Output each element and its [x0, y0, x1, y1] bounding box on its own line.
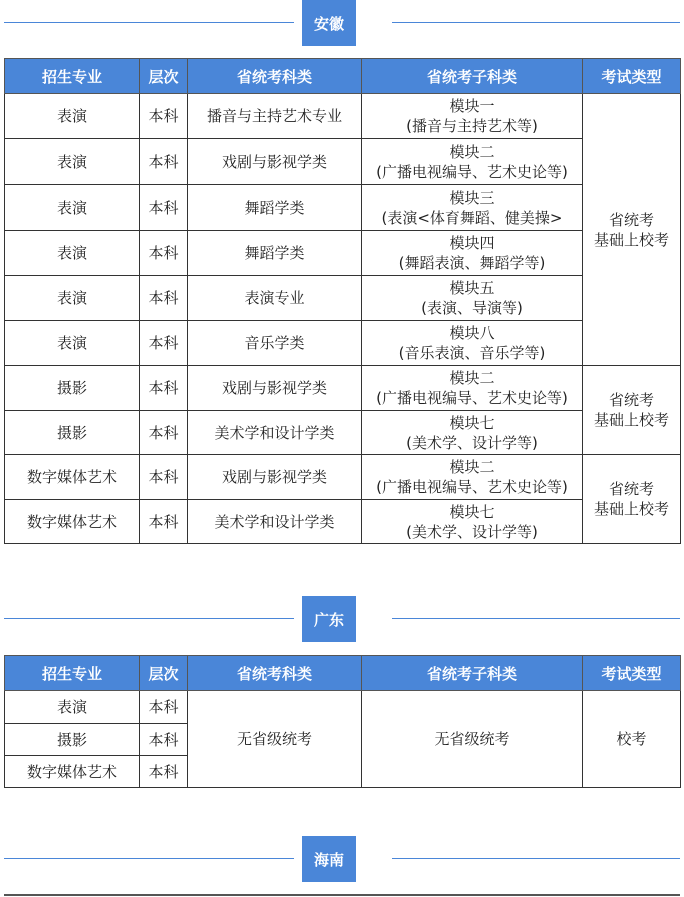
subcategory-detail: (广播电视编导、艺术史论等) — [376, 478, 568, 496]
table-header-row — [5, 59, 681, 94]
exam-type-line: 省统考 — [608, 391, 654, 409]
cell-level: 本科 — [140, 455, 188, 500]
cell-level: 本科 — [140, 94, 188, 139]
table-row — [5, 185, 681, 231]
cell-subcategory: 无省级统考 — [362, 691, 583, 788]
cell-category: 播音与主持艺术专业 — [188, 94, 362, 139]
cell-category: 戏剧与影视学类 — [188, 366, 362, 411]
table-header-row — [5, 656, 681, 691]
col-header-major: 招生专业 — [5, 59, 140, 94]
cell-major: 表演 — [5, 231, 140, 276]
divider-line — [392, 858, 680, 859]
cell-subcategory — [362, 411, 583, 455]
subcategory-detail: (音乐表演、音乐学等) — [398, 344, 546, 362]
cell-major: 表演 — [5, 691, 140, 724]
subcategory-detail: (美术学、设计学等) — [406, 522, 538, 541]
cell-major: 表演 — [5, 276, 140, 321]
cell-category: 美术学和设计学类 — [188, 500, 362, 544]
subcategory-module: 模块二 — [449, 458, 495, 476]
exam-type-line: 基础上校考 — [593, 500, 669, 518]
col-header-subcategory: 省统考子科类 — [362, 656, 583, 691]
subcategory-detail: (播音与主持艺术等) — [406, 117, 538, 135]
cell-subcategory — [362, 366, 583, 411]
cell-level: 本科 — [140, 500, 188, 544]
subcategory-module: 模块五 — [449, 279, 495, 297]
divider-line — [4, 858, 294, 859]
cell-level: 本科 — [140, 366, 188, 411]
cell-level: 本科 — [140, 321, 188, 366]
col-header-category: 省统考科类 — [188, 656, 362, 691]
cell-major: 数字媒体艺术 — [5, 756, 140, 788]
table-row — [5, 276, 681, 321]
subcategory-module: 模块七 — [449, 502, 495, 521]
exam-type-line: 基础上校考 — [593, 230, 669, 249]
table-row — [5, 366, 681, 411]
cell-exam-type: 校考 — [583, 691, 681, 788]
table-row — [5, 94, 681, 139]
divider-line — [392, 22, 680, 23]
cell-subcategory — [362, 231, 583, 276]
section-title: 安徽 — [302, 0, 356, 46]
table-row — [5, 411, 681, 455]
cell-subcategory — [362, 500, 583, 544]
cell-level: 本科 — [140, 139, 188, 185]
cell-level: 本科 — [140, 411, 188, 455]
table-row — [5, 455, 681, 500]
cell-major: 摄影 — [5, 724, 140, 756]
table-row — [5, 321, 681, 366]
subcategory-module: 模块八 — [449, 324, 495, 342]
subcategory-module: 模块一 — [449, 97, 495, 115]
subcategory-detail: (广播电视编导、艺术史论等) — [376, 389, 568, 407]
exam-type-line: 基础上校考 — [593, 411, 669, 429]
cell-major: 表演 — [5, 139, 140, 185]
subcategory-detail: (舞蹈表演、舞蹈学等) — [398, 254, 546, 272]
table-row — [5, 691, 681, 724]
cell-level: 本科 — [140, 276, 188, 321]
divider-line — [4, 22, 294, 23]
cell-major: 摄影 — [5, 366, 140, 411]
cell-major: 表演 — [5, 185, 140, 231]
cell-major: 摄影 — [5, 411, 140, 455]
table-row — [5, 500, 681, 544]
table-top-border — [4, 894, 680, 896]
cell-major: 数字媒体艺术 — [5, 500, 140, 544]
cell-level: 本科 — [140, 724, 188, 756]
cell-major: 表演 — [5, 94, 140, 139]
section-header-hainan — [0, 836, 684, 886]
subcategory-detail: (表演、导演等) — [421, 299, 523, 317]
subcategory-module: 模块七 — [449, 413, 495, 432]
col-header-level: 层次 — [140, 656, 188, 691]
section-title: 海南 — [302, 836, 356, 882]
subcategory-module: 模块二 — [449, 369, 495, 387]
cell-category: 音乐学类 — [188, 321, 362, 366]
divider-line — [392, 618, 680, 619]
cell-category: 舞蹈学类 — [188, 231, 362, 276]
divider-line — [4, 618, 294, 619]
cell-level: 本科 — [140, 691, 188, 724]
col-header-category: 省统考科类 — [188, 59, 362, 94]
cell-major: 数字媒体艺术 — [5, 455, 140, 500]
subcategory-module: 模块三 — [449, 188, 495, 207]
col-header-exam-type: 考试类型 — [583, 656, 681, 691]
cell-category: 舞蹈学类 — [188, 185, 362, 231]
col-header-major: 招生专业 — [5, 656, 140, 691]
exam-type-line: 省统考 — [608, 210, 654, 229]
subcategory-module: 模块四 — [449, 234, 495, 252]
table-row — [5, 231, 681, 276]
table-row — [5, 139, 681, 185]
subcategory-module: 模块二 — [449, 142, 495, 161]
cell-category: 无省级统考 — [188, 691, 362, 788]
subcategory-detail: (表演<体育舞蹈、健美操> — [381, 208, 563, 227]
cell-subcategory — [362, 321, 583, 366]
cell-level: 本科 — [140, 185, 188, 231]
subcategory-detail: (广播电视编导、艺术史论等) — [376, 162, 568, 181]
cell-category: 表演专业 — [188, 276, 362, 321]
col-header-subcategory: 省统考子科类 — [362, 59, 583, 94]
cell-category: 戏剧与影视学类 — [188, 455, 362, 500]
cell-subcategory — [362, 455, 583, 500]
cell-category: 戏剧与影视学类 — [188, 139, 362, 185]
cell-subcategory — [362, 185, 583, 231]
cell-level: 本科 — [140, 231, 188, 276]
cell-subcategory — [362, 276, 583, 321]
section-header-anhui — [0, 0, 684, 50]
cell-level: 本科 — [140, 756, 188, 788]
cell-exam-type — [583, 455, 681, 544]
cell-major: 表演 — [5, 321, 140, 366]
col-header-level: 层次 — [140, 59, 188, 94]
cell-subcategory — [362, 139, 583, 185]
cell-subcategory — [362, 94, 583, 139]
cell-category: 美术学和设计学类 — [188, 411, 362, 455]
anhui-table — [4, 58, 681, 544]
section-header-guangdong — [0, 596, 684, 646]
section-title: 广东 — [302, 596, 356, 642]
col-header-exam-type: 考试类型 — [583, 59, 681, 94]
cell-exam-type — [583, 94, 681, 366]
cell-exam-type — [583, 366, 681, 455]
subcategory-detail: (美术学、设计学等) — [406, 433, 538, 452]
guangdong-table — [4, 655, 681, 788]
exam-type-line: 省统考 — [608, 480, 654, 498]
